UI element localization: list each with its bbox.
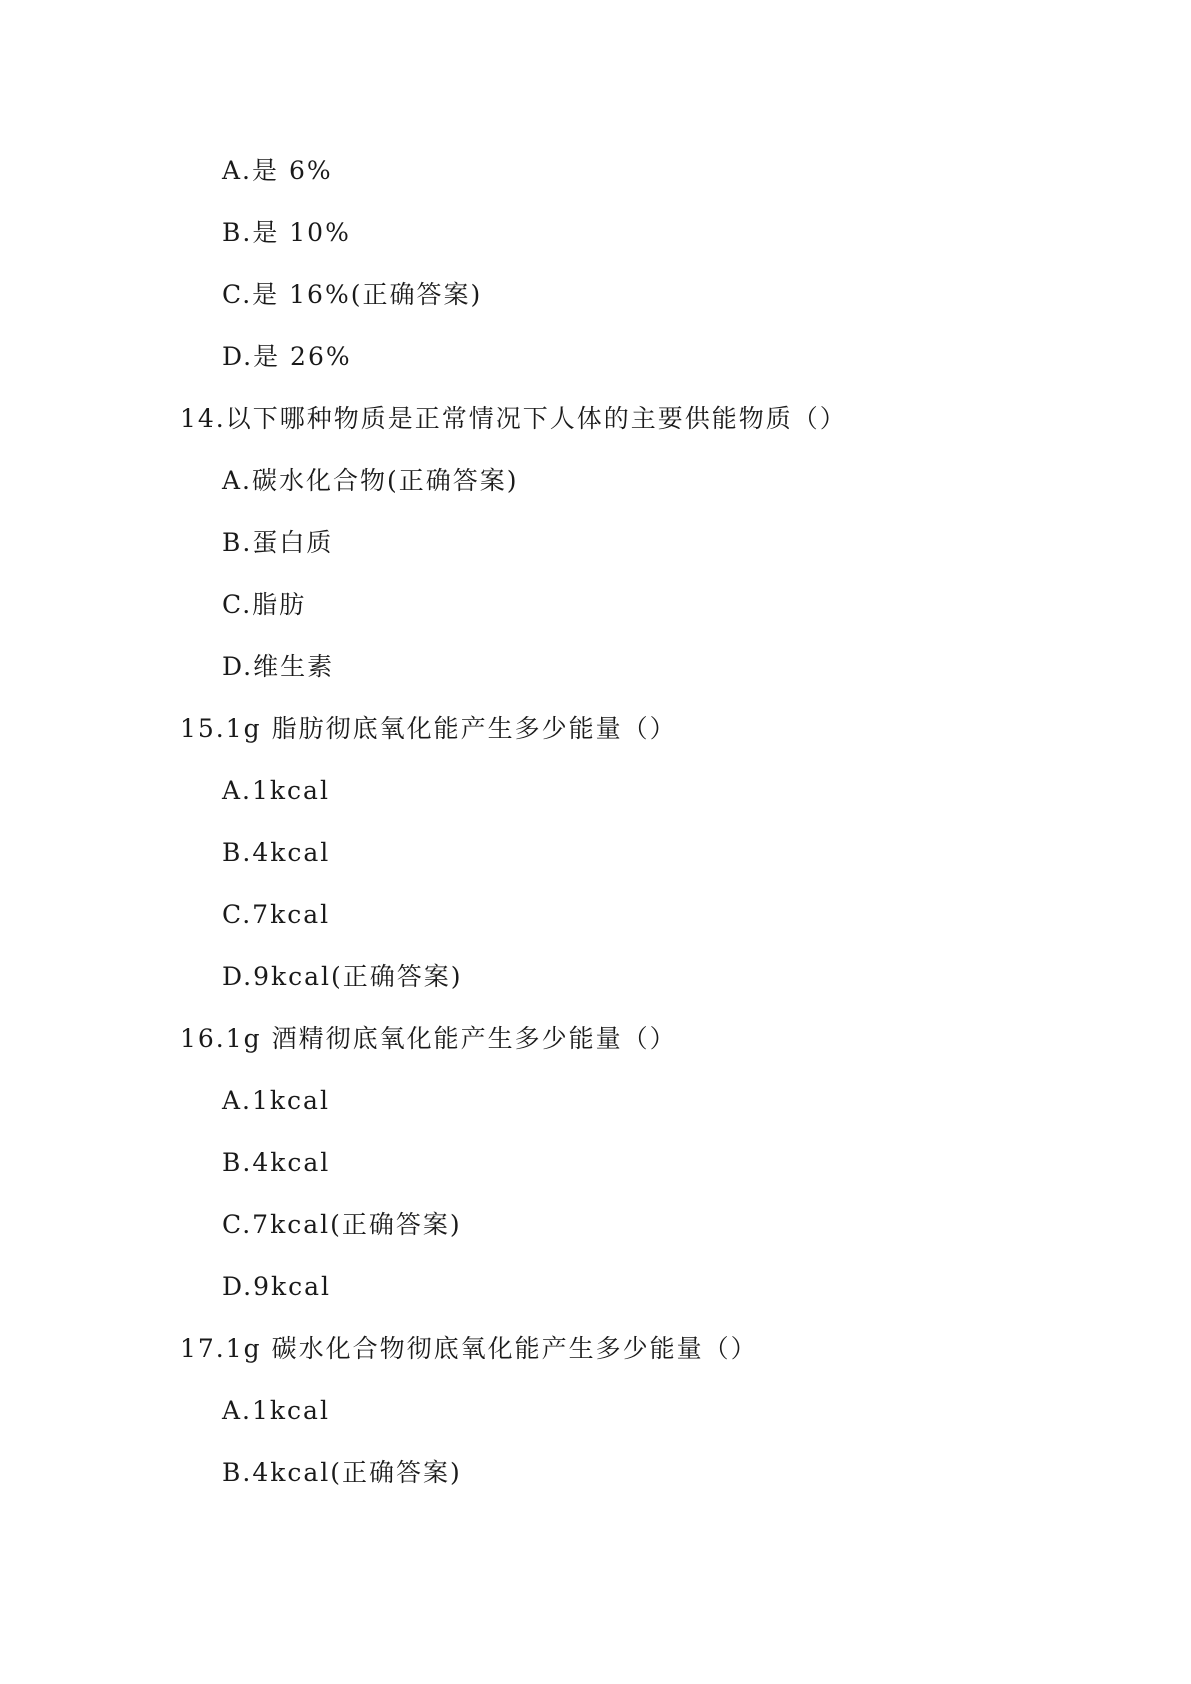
option-17-a: A.1kcal <box>222 1396 330 1425</box>
option-13-c: C.是 16%(正确答案) <box>222 280 483 309</box>
question-15-stem: 15.1g 脂肪彻底氧化能产生多少能量（） <box>180 714 677 743</box>
option-14-c: C.脂肪 <box>222 590 307 619</box>
option-15-d: D.9kcal(正确答案) <box>222 962 463 991</box>
question-17-stem: 17.1g 碳水化合物彻底氧化能产生多少能量（） <box>180 1334 758 1363</box>
option-15-a: A.1kcal <box>222 776 330 805</box>
option-13-d: D.是 26% <box>222 342 352 371</box>
option-15-c: C.7kcal <box>222 900 331 929</box>
option-14-a: A.碳水化合物(正确答案) <box>222 466 519 495</box>
option-16-d: D.9kcal <box>222 1272 332 1301</box>
option-16-a: A.1kcal <box>222 1086 330 1115</box>
option-14-b: B.蛋白质 <box>222 528 334 557</box>
option-17-b: B.4kcal(正确答案) <box>222 1458 462 1487</box>
option-15-b: B.4kcal <box>222 838 331 867</box>
option-13-b: B.是 10% <box>222 218 351 247</box>
option-13-a: A.是 6% <box>222 156 333 185</box>
question-16-stem: 16.1g 酒精彻底氧化能产生多少能量（） <box>180 1024 677 1053</box>
question-14-stem: 14.以下哪种物质是正常情况下人体的主要供能物质（） <box>180 404 847 433</box>
option-16-b: B.4kcal <box>222 1148 331 1177</box>
option-14-d: D.维生素 <box>222 652 335 681</box>
option-16-c: C.7kcal(正确答案) <box>222 1210 462 1239</box>
